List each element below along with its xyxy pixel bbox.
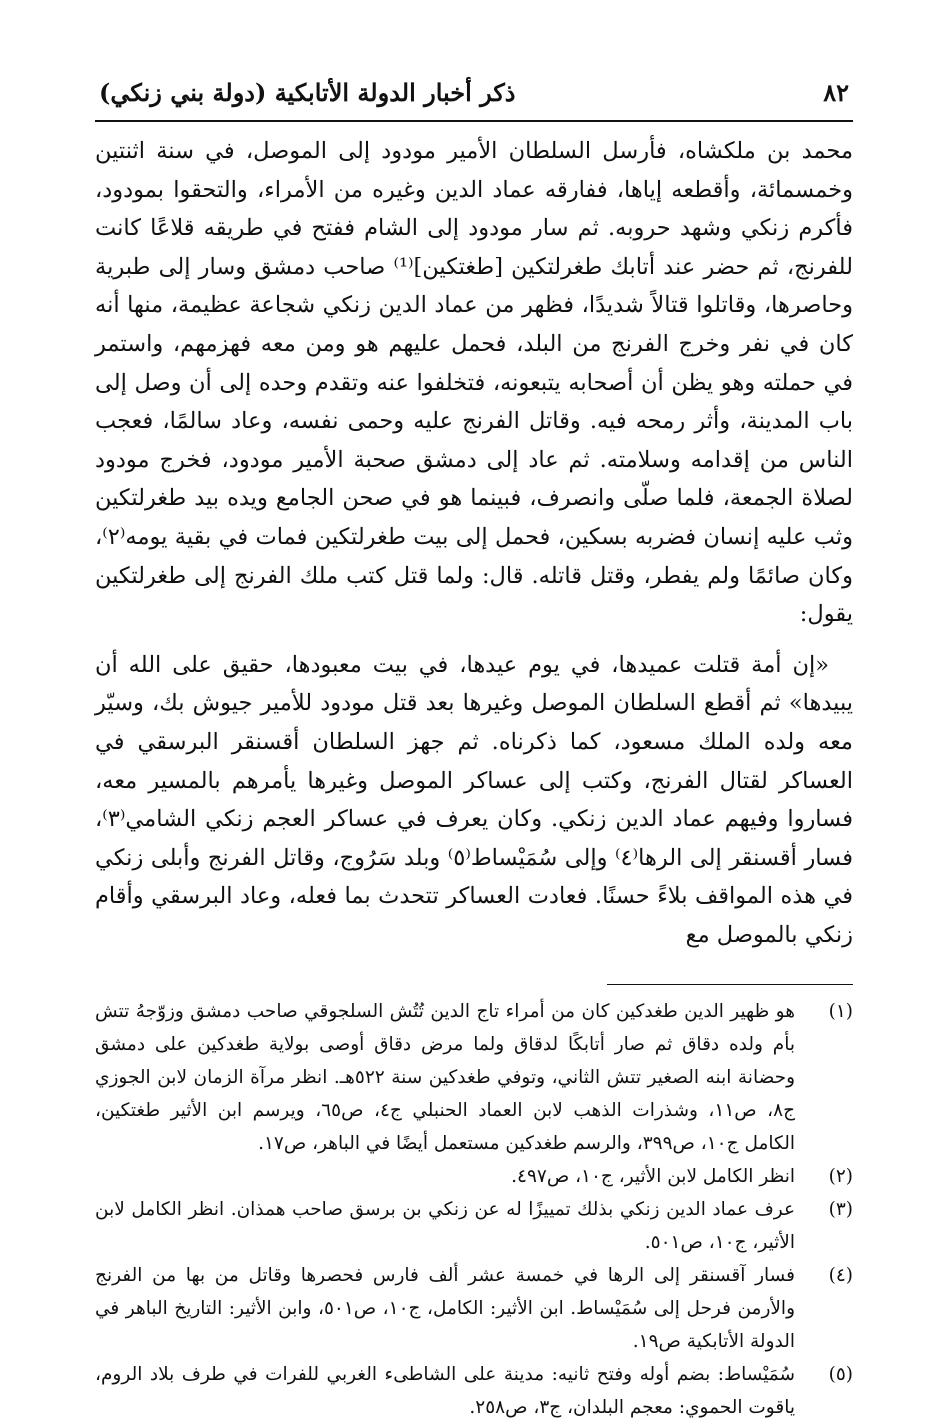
main-text: [95, 132, 853, 954]
footnote-text: سُمَيْساط: بضم أوله وفتح ثانيه: مدينة على الشاطىء الغربي للفرات في طرف بلاد الروم، ياقوت الحموي: معجم البلدان، ج٣، ص٢٥٨.: [95, 1364, 795, 1419]
footnote-separator: [607, 984, 853, 985]
footnote-text: هو ظهير الدين طغدكين كان من أمراء تاج الدين تُتُش السلجوقي صاحب دمشق وزوّجهُ تتش بأم ولده دقاق ثم صار أتابكًا لدقاق ولما مرض دقاق أوصى بولاية طغدكين على دمشق وحضانة ابنه الصغير تتش الثاني، وتوفي طغدكين سنة ٥٢٢هـ. انظر مرآة الزمان لابن الجوزي ج٨، ص١١، وشذرات الذهب لابن العماد الحنبلي ج٤، ص٦٥، ويرسم ابن الأثير طغتكين، الكامل ج١٠، ص٣٩٩، والرسم طغدكين مستعمل أيضًا في الباهر، ص١٧.: [95, 1001, 796, 1155]
paragraph-2: «إن أمة قتلت عميدها، في يوم عيدها، في بيت معبودها، حقيق على الله أن يبيدها» ثم أقطع السلطان الموصل وغيرها بعد قتل مودود للأمير جيوش بك، وسيّر معه ولده الملك مسعود، كما ذكرناه. ثم جهز السلطان أقسنقر البرسقي في العساكر لقتال الفرنج، وكتب إلى عساكر الموصل وغيرها يأمرهم بالمسير معه، فساروا وفيهم عماد الدين زنكي. وكان يعرف في عساكر العجم زنكي الشامي⁽٣⁾، فسار أقسنقر إلى الرها⁽٤⁾ وإلى سُمَيْساط⁽٥⁾ وبلد سَرُوج، وقاتل الفرنج وأبلى زنكي في هذه المواقف بلاءً حسنًا. فعادت العساكر تتحدث بما فعله، وعاد البرسقي وأقام زنكي بالموصل مع: [95, 651, 853, 948]
footnote-5: [95, 1358, 853, 1424]
running-title: ذكر أخبار الدولة الأتابكية (دولة بني زنكي): [99, 78, 516, 107]
footnote-number: (٣): [828, 1199, 853, 1221]
page-header: [95, 78, 853, 122]
footnote-text: انظر الكامل لابن الأثير، ج١٠، ص٤٩٧.: [511, 1166, 795, 1188]
book-page: [95, 78, 853, 1424]
page-number: ٨٢: [823, 78, 849, 107]
footnotes: [95, 995, 853, 1424]
footnote-number: (١): [828, 1001, 853, 1023]
footnote-number: (٢): [828, 1166, 853, 1188]
footnote-3: [95, 1193, 853, 1259]
footnote-number: (٤): [828, 1265, 853, 1287]
paragraph-1: محمد بن ملكشاه، فأرسل السلطان الأمير مودود إلى الموصل، في سنة اثنتين وخمسمائة، وأقطعه إياها، ففارقه عماد الدين وغيره من الأمراء، والتحقوا بمودود، فأكرم زنكي وشهد حروبه. ثم سار مودود إلى الشام ففتح في طريقه قلاعًا كانت للفرنج، ثم حضر عند أتابك طغرلتكين [طغتكين]⁽¹⁾ صاحب دمشق وسار إلى طبرية وحاصرها، وقاتلوا قتالاً شديدًا، فظهر من عماد الدين زنكي شجاعة عظيمة، منها أنه كان في نفر وخرج الفرنج من البلد، فحمل عليهم هو ومن معه فهزمهم، واستمر في حملته وهو يظن أن أصحابه يتبعونه، فتخلفوا عنه وتقدم وحده إلى أن وصل إلى باب المدينة، وأثر رمحه فيه. وقاتل الفرنج عليه وحمى نفسه، وعاد سالمًا، فعجب الناس من إقدامه وسلامته. ثم عاد إلى دمشق صحبة الأمير مودود، فخرج مودود لصلاة الجمعة، فلما صلّى وانصرف، فبينما هو في صحن الجامع ويده بيد طغرلتكين وثب عليه إنسان فضربه بسكين، فحمل إلى بيت طغرلتكين فمات في بقية يومه⁽٢⁾، وكان صائمًا ولم يفطر، وقتل قاتله. قال: ولما قتل كتب ملك الفرنج إلى طغرلتكين يقول:: [95, 138, 853, 628]
footnote-1: [95, 995, 853, 1160]
footnote-2: [95, 1160, 853, 1193]
footnote-number: (٥): [828, 1364, 853, 1386]
footnote-text: فسار آقسنقر إلى الرها في خمسة عشر ألف فارس فحصرها وقاتل من بها من الفرنج والأرمن فرحل إلى سُمَيْساط. ابن الأثير: الكامل، ج١٠، ص٥٠١، وابن الأثير: التاريخ الباهر في الدولة الأتابكية ص١٩.: [95, 1265, 796, 1353]
footnote-text: عرف عماد الدين زنكي بذلك تمييزًا له عن زنكي بن برسق صاحب همذان. انظر الكامل لابن الأثير، ج١٠، ص٥٠١.: [95, 1199, 795, 1254]
footnote-4: [95, 1259, 853, 1358]
